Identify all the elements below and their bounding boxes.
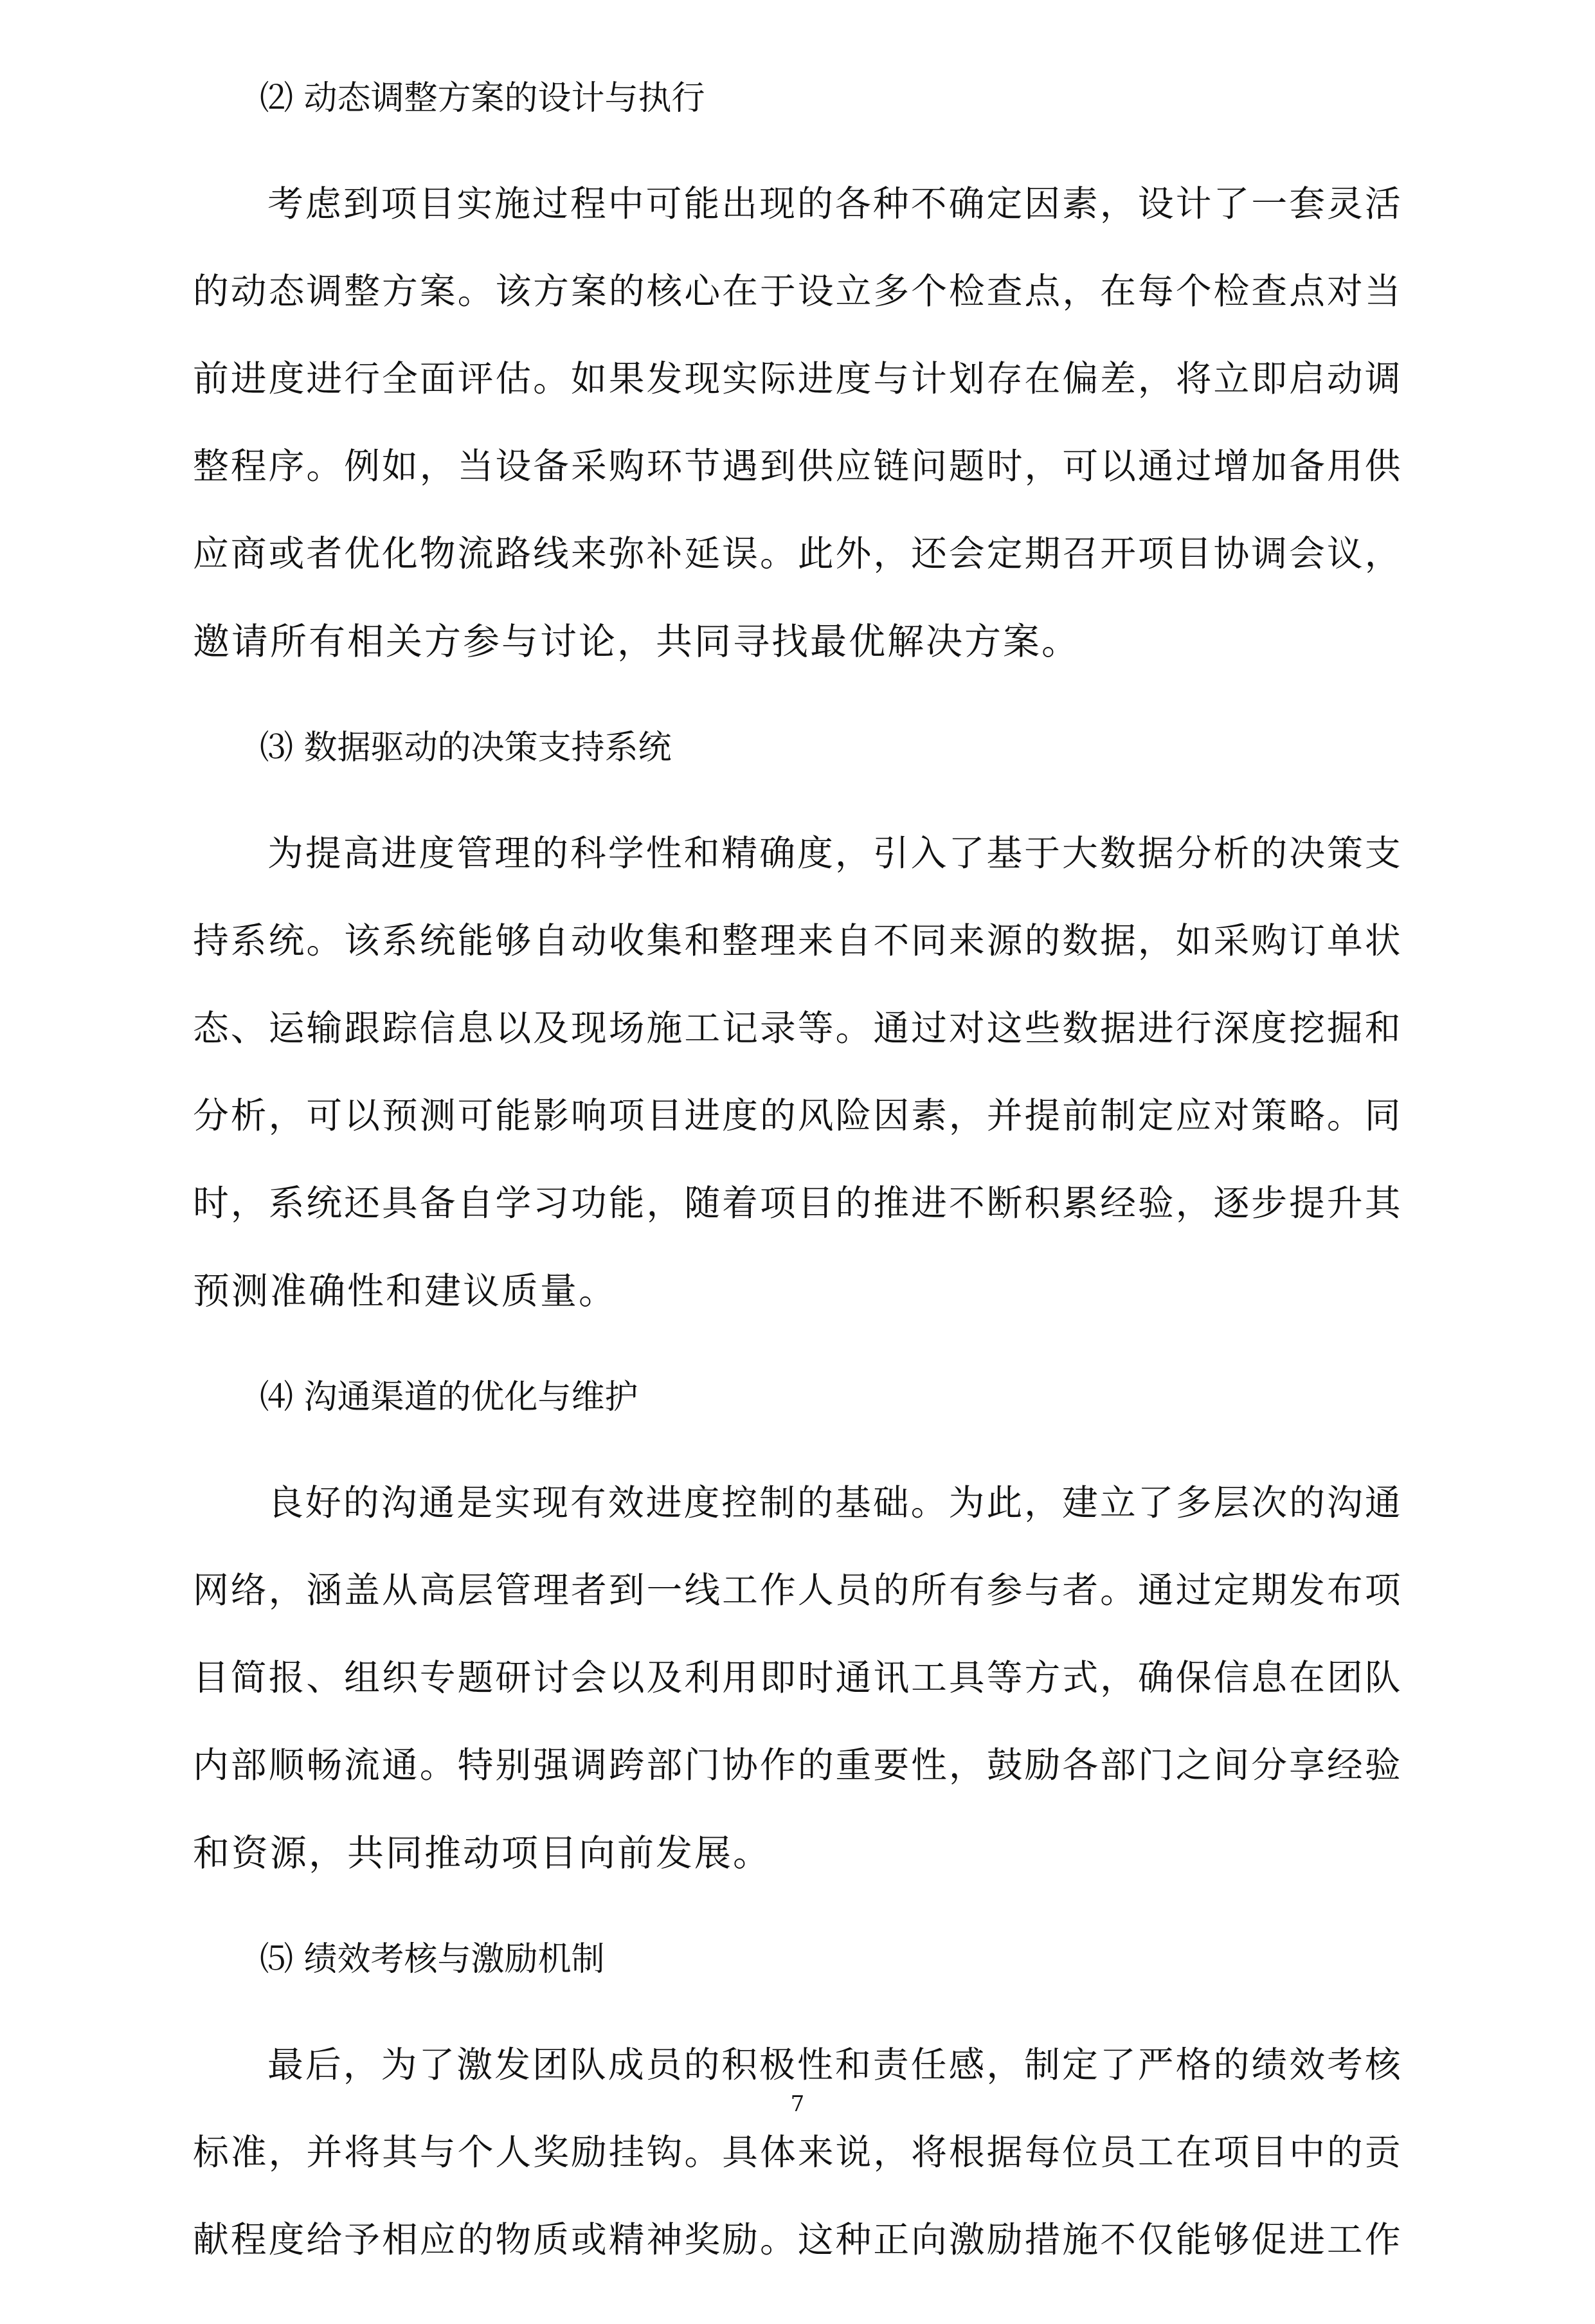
paragraph-line: 应商或者优化物流路线来弥补延误。此外，还会定期召开项目协调会议， — [193, 533, 1403, 575]
paragraph-line: 持系统。该系统能够自动收集和整理来自不同来源的数据，如采购订单状 — [193, 920, 1403, 962]
paragraph-line: 目简报、组织专题研讨会以及利用即时通讯工具等方式，确保信息在团队 — [193, 1657, 1403, 1699]
paragraph-line: 分析，可以预测可能影响项目进度的风险因素，并提前制定应对策略。同 — [193, 1095, 1403, 1137]
paragraph-line: 良好的沟通是实现有效进度控制的基础。为此，建立了多层次的沟通 — [267, 1482, 1403, 1524]
page-number: 7 — [790, 2091, 805, 2117]
paragraph-line: 预测准确性和建议质量。 — [193, 1270, 617, 1312]
paragraph-line: 态、运输跟踪信息以及现场施工记录等。通过对这些数据进行深度挖掘和 — [193, 1008, 1403, 1049]
paragraph-line: 和资源，共同推动项目向前发展。 — [193, 1832, 771, 1875]
paragraph-line: 整程序。例如，当设备采购环节遇到供应链问题时，可以通过增加备用供 — [193, 446, 1403, 487]
section-heading-4: ⑷ 沟通渠道的优化与维护 — [260, 1378, 638, 1417]
paragraph-line: 网络，涵盖从高层管理者到一线工作人员的所有参与者。通过定期发布项 — [193, 1570, 1403, 1611]
paragraph-line: 内部顺畅流通。特别强调跨部门协作的重要性，鼓励各部门之间分享经验 — [193, 1745, 1403, 1786]
paragraph-line: 前进度进行全面评估。如果发现实际进度与计划存在偏差，将立即启动调 — [193, 358, 1403, 400]
section-paragraph-3 — [193, 810, 1401, 1335]
section-paragraph-5 — [193, 2022, 1401, 2284]
paragraph-line: 为提高进度管理的科学性和精确度，引入了基于大数据分析的决策支 — [267, 833, 1403, 875]
section-heading-3: ⑶ 数据驱动的决策支持系统 — [260, 729, 672, 767]
paragraph-line: 标准，并将其与个人奖励挂钩。具体来说，将根据每位员工在项目中的贡 — [193, 2132, 1403, 2174]
document-body — [193, 76, 1401, 2324]
paragraph-line: 邀请所有相关方参与讨论，共同寻找最优解决方案。 — [193, 621, 1080, 663]
paragraph-line: 献程度给予相应的物质或精神奖励。这种正向激励措施不仅能够促进工作 — [193, 2219, 1403, 2261]
paragraph-line: 考虑到项目实施过程中可能出现的各种不确定因素，设计了一套灵活 — [267, 183, 1403, 225]
section-paragraph-2 — [193, 161, 1401, 685]
paragraph-line: 的动态调整方案。该方案的核心在于设立多个检查点，在每个检查点对当 — [193, 271, 1403, 313]
paragraph-line: 时，系统还具备自学习功能，随着项目的推进不断积累经验，逐步提升其 — [193, 1183, 1403, 1224]
paragraph-line: 最后，为了激发团队成员的积极性和责任感，制定了严格的绩效考核 — [267, 2044, 1403, 2086]
section-heading-2: ⑵ 动态调整方案的设计与执行 — [260, 79, 705, 118]
section-heading-5: ⑸ 绩效考核与激励机制 — [260, 1940, 605, 1979]
section-paragraph-4 — [193, 1460, 1401, 1897]
